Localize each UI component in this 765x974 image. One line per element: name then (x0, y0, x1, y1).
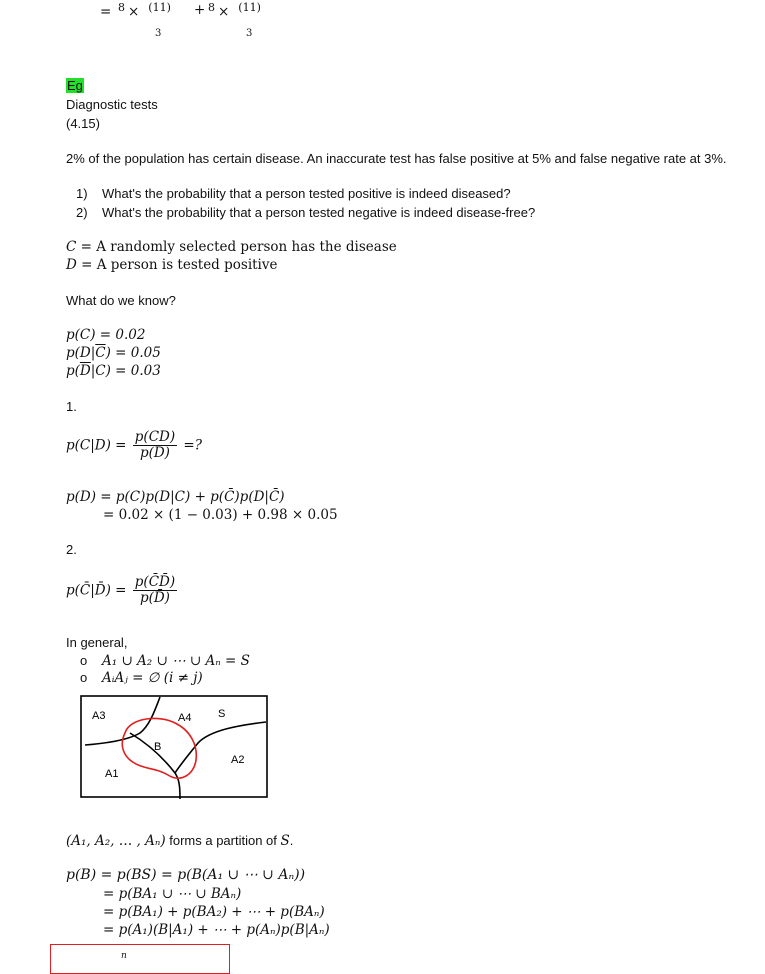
part-1-bayes: p(C|D) = $\frac{p(CD)}{p(D)}$ =? (66, 429, 202, 461)
section-title: Diagnostic tests (66, 97, 158, 112)
binom-fraction-1: (11) (148, 1, 171, 14)
coef-fraction-2: 8 (208, 1, 215, 14)
general-bullet-2: o AᵢAⱼ = ∅ (i ≠ j) (80, 670, 203, 686)
label-b: B (154, 741, 162, 753)
label-a3: A3 (92, 710, 106, 722)
problem-statement: 2% of the population has certain disease. An inaccurate test has false positive at 5% and false negative rate at 3%. (66, 151, 727, 166)
definition-d: D = A person is tested positive (66, 257, 278, 273)
general-bullet-1: o A₁ ∪ A₂ ∪ ⋯ ∪ Aₙ = S (80, 653, 250, 669)
part-1-pd-line1: p(D) = p(C)p(D|C) + p(C̄)p(D|C̄) (66, 489, 285, 505)
sample-space-border (81, 696, 267, 797)
total-prob-line-1: p(B) = p(BS) = p(B(A₁ ∪ ⋯ ∪ Aₙ)) (66, 867, 306, 883)
known-pd-given-cbar: $p(D|\overline{C}) = 0.05$ (66, 345, 161, 361)
highlight-box: n (50, 944, 230, 974)
total-prob-line-2: = p(BA₁ ∪ ⋯ ∪ BAₙ) (103, 886, 242, 902)
known-pdbar-given-c: $p(\overline{D}|C) = 0.03$ (66, 363, 161, 379)
section-number: (4.15) (66, 116, 100, 131)
part-1-pd-line2: = 0.02 × (1 − 0.03) + 0.98 × 0.05 (103, 507, 338, 523)
question-1: 1) What's the probability that a person tested positive is indeed diseased? (76, 186, 511, 201)
label-a1: A1 (105, 768, 119, 780)
binom-fraction-2: (11) (238, 1, 261, 14)
definition-c: C = A randomly selected person has the disease (66, 239, 397, 255)
part-1-label: 1. (66, 399, 77, 414)
partition-diagram (80, 695, 270, 799)
question-2: 2) What's the probability that a person tested negative is indeed disease-free? (76, 205, 536, 220)
eg-tag: Eg (67, 78, 83, 93)
label-a4: A4 (178, 712, 192, 724)
what-do-we-know: What do we know? (66, 293, 176, 308)
part-2-bayes: p(C̄|D̄) = $\frac{p(C̄D̄)}{p(D̄)}$ (66, 574, 176, 606)
known-pc: p(C) = 0.02 (66, 327, 146, 343)
label-s: S (218, 708, 226, 720)
part-2-label: 2. (66, 542, 77, 557)
in-general: In general, (66, 635, 128, 650)
total-prob-line-3: = p(BA₁) + p(BA₂) + ⋯ + p(BAₙ) (103, 904, 325, 920)
label-a2: A2 (231, 754, 245, 766)
total-prob-line-4: = p(A₁)(B|A₁) + ⋯ + p(Aₙ)p(B|Aₙ) (103, 922, 330, 938)
partition-curve-a2 (175, 722, 266, 773)
partition-sentence: (A₁, A₂, … , Aₙ) forms a partition of S. (66, 833, 294, 849)
coef-fraction-1: 8 (118, 1, 125, 14)
